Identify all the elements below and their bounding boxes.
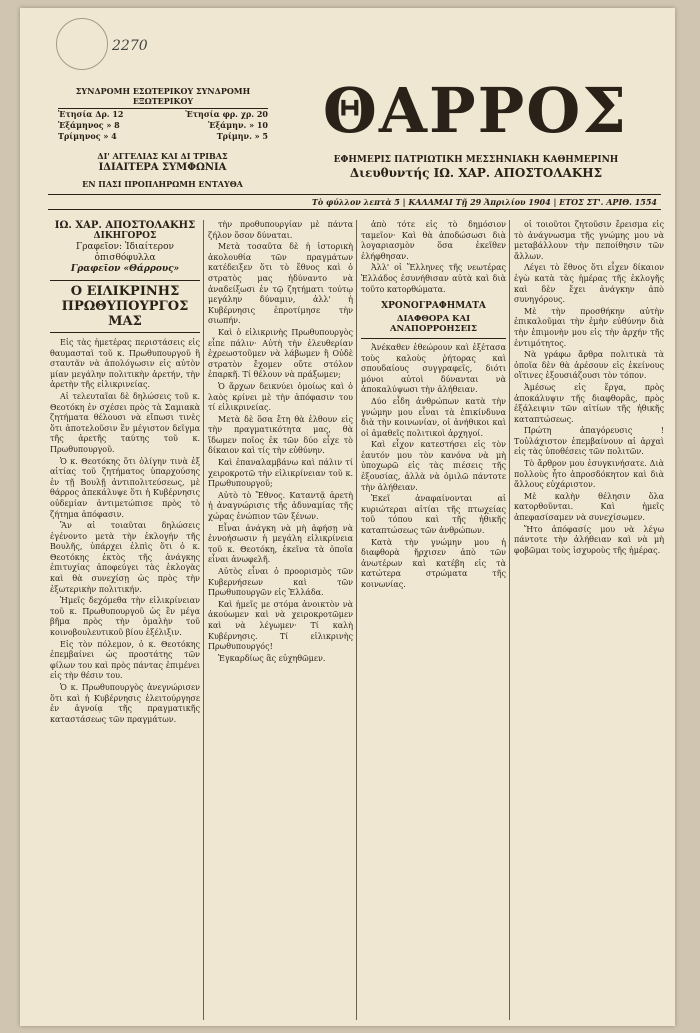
paragraph: Εἰς τὰς ἡμετέρας περιστάσεις εἰς θαυμασταὶ τοῦ κ. Πρωθυπουργοῦ ἢ σταυτᾶν νὰ ἀπολόγωσιν εἰς αὐτὸν μίαν μεγάλην πολιτικὴν ἀρετήν, τὴν ἀρετὴν τῆς εἰλικρινείας. xyxy=(50,338,200,390)
paragraph: Ὁ κ. Πρωθυπουργὸς ἀνεγνώρισεν ὅτι καὶ ἡ Κυβέρνησις ἐλειτούργησε ἐν ἀγνοίᾳ τῆς πραγματικῆς καταστάσεως τῶν πραγμάτων. xyxy=(50,683,200,724)
paragraph: Καὶ εἶχον κατεστήσει εἰς τὸν ἑαυτόν μου τὸν κανόνα νὰ μὴ ὑποχωρῶ εἰς τὰς πιέσεις τῆς ἐξουσίας, ἀλλὰ νὰ ὁμιλῶ πάντοτε τὴν ἀλήθειαν. xyxy=(361,440,506,492)
newspaper-page xyxy=(20,8,675,1026)
paragraph: Εἶναι ἀνάγκη νὰ μὴ ἀφήσῃ νὰ ἐννοήσωσιν ἡ μεγάλη εἰλικρίνεια τοῦ κ. Θεοτόκη, ἐκεῖνα τὰ ὁποῖα εἶναι ἀνωφελῆ. xyxy=(208,523,353,565)
article-title: Ο ΕΙΛΙΚΡΙΝΗΣ ΠΡΩΘΥΠΟΥΡΓΟΣ ΜΑΣ xyxy=(50,280,200,333)
paragraph: Μὲ καλὴν θέλησιν ὅλα κατορθοῦνται. Καὶ ἡμεῖς ἀπεφασίσαμεν νὰ συνεχίσωμεν. xyxy=(514,491,664,523)
chronicle-subtitle: ΔΙΑΦΘΟΡΑ ΚΑΙ ΑΝΑΠΟΡΡΟΗΣΕΙΣ xyxy=(361,314,506,339)
subscription-domestic: Ἑξάμηνος » 8 xyxy=(58,120,120,130)
subscription-domestic: Ἐτησία Δρ. 12 xyxy=(58,109,124,119)
paragraph: οἱ τοιοῦτοι ζητοῦσιν ἔρεισμα εἰς τὸ ἀνάγνωσμα τῆς γνώμης μου νὰ μεταβάλλουν τὴν πεποίθησιν τῶν ἄλλων. xyxy=(514,220,664,261)
paragraph: Καὶ ἐπαναλαμβάνω καὶ πάλιν τί χειροκροτῶ τὴν εἰλικρίνειαν τοῦ κ. Πρωθυπουργοῦ; xyxy=(208,458,353,489)
masthead-subtitle: ΕΦΗΜΕΡΙΣ ΠΑΤΡΙΩΤΙΚΗ ΜΕΣΣΗΝΙΑΚΗ ΚΑΘΗΜΕΡΙΝΗ xyxy=(333,155,619,165)
paragraph: Ἀμέσως εἰς ἔργα, πρὸς ἀποκάλυψιν τῆς διαφθορᾶς, πρὸς ἐξάλειψιν τῶν αἰτίων τῆς ἠθικῆς καταπτώσεως. xyxy=(514,382,664,424)
paragraph: Εἰς τὸν πόλεμον, ὁ κ. Θεοτόκης ἐπεμβαίνει ὡς προστάτης τῶν φίλων του καὶ πρὸς πάντας ἐπιμένει εἰς τὴν θέσιν του. xyxy=(50,639,200,681)
handwritten-note: 2270 xyxy=(112,38,148,54)
paragraph: Αἱ τελευταῖαι δὲ δηλώσεις τοῦ κ. Θεοτόκη ἐν σχέσει πρὸς τὰ Σαμιακὰ ζητήματα θέλουσι νὰ εἴπωσι τινὲς ὅτι ἀποτελοῦσιν ἓν μέγιστον δεῖγμα τῆς ἀρετῆς ταύτης τοῦ κ. Πρωθυπουργοῦ. xyxy=(50,391,200,454)
ads-notice xyxy=(50,150,275,190)
column-1 xyxy=(50,220,200,726)
subscription-foreign: Ἐτησία φρ. χρ. 20 xyxy=(185,109,268,119)
lawyer-name: ΙΩ. ΧΑΡ. ΑΠΟΣΤΟΛΑΚΗΣ xyxy=(54,220,196,231)
paragraph: Ἤτο ἀπόφασίς μου νὰ λέγω πάντοτε τὴν ἀλήθειαν καὶ νὰ μὴ φοβῶμαι τοὺς ἰσχυροὺς τῆς ἡμέρας. xyxy=(514,524,664,555)
paragraph: Αὐτὸς εἶναι ὁ προορισμὸς τῶν Κυβερνήσεων καὶ τῶν Πρωθυπουργῶν εἰς Ἑλλάδα. xyxy=(208,567,353,598)
subscription-domestic: Τρίμηνος » 4 xyxy=(58,131,117,141)
paragraph: ἀπὸ τότε εἰς τὸ δημόσιον ταμεῖον· Καὶ θὰ ἀποδώσωσι διὰ λογαριασμὸν ὅσα ἐκεῖθεν ἐλήφθησαν. xyxy=(361,220,506,261)
subscription-foreign: Ἑξάμην. » 10 xyxy=(208,120,268,130)
chronicle-title: ΧΡΟΝΟΓΡΑΦΗΜΑΤΑ xyxy=(381,301,486,312)
paragraph: Ἂν αἱ τοιαῦται δηλώσεις ἐγένοντο μετὰ τὴν ἐκλογήν τῆς Βουλῆς, ὑπάρχει ἐλπὶς ὅτι ὁ κ. Θεοτόκης ἐκτὸς τῆς ἀνάγκης ἐπιτυχίας ἀποφεύγει τὰς ἐκλογὰς καὶ θὰ συνεχίσῃ ὡς πρὸς τὴν ἐξωτερικὴν πολιτικήν. xyxy=(50,521,200,594)
lawyer-notice xyxy=(50,220,200,275)
lawyer-role: ΔΙΚΗΓΟΡΟΣ xyxy=(93,231,157,241)
paragraph: Κατὰ τὴν γνώμην μου ἡ διαφθορὰ ἤρχισεν ἀπὸ τῶν ἀνωτέρων καὶ κατέβη εἰς τὰ κατώτερα στρώματα τῆς κοινωνίας. xyxy=(361,537,506,589)
subscription-row xyxy=(58,120,268,131)
paragraph: Μὲ τὴν προσθήκην αὐτὴν ἐπικαλοῦμαι τὴν ἐμὴν εὐθύνην διὰ τὴν ἐπιμονὴν μου εἰς τὴν ἀρχήν τῆς ἐντιμότητος. xyxy=(514,306,664,348)
column-2 xyxy=(208,220,353,665)
ads-line: ΔΙ' ΑΓΓΕΛΙΑΣ ΚΑΙ ΔΙ ΤΡΙΒΑΣ xyxy=(97,151,228,161)
paragraph: Νὰ γράφω ἄρθρα πολιτικὰ τὰ ὁποῖα δὲν θὰ ἀρέσουν εἰς ἐκείνους οἵτινες ἐξουσιάζουσι τὸν τόπον. xyxy=(514,350,664,381)
paragraph: Δύο εἶδη ἀνθρώπων κατὰ τὴν γνώμην μου εἶναι τὰ ἐπικίνδυνα διὰ τὴν κοινωνίαν, οἱ ἀνήθικοι καὶ οἱ ἀμαθεῖς πολιτικοὶ ἀρχηγοί. xyxy=(361,396,506,438)
paragraph: Πρώτη ἀπαγόρευσις ! Τοὐλάχιστον ἐπεμβαίνουν αἱ ἀρχαὶ εἰς τὰς ὑποθέσεις τῶν πολιτῶν. xyxy=(514,426,664,457)
lawyer-office: Γραφεῖον: Ἰδιαίτερον ὁπισθόφυλλα xyxy=(76,242,174,263)
masthead-subtitle-block xyxy=(290,154,662,180)
subscription-header: ΣΥΝΔΡΟΜΗ ΕΣΩΤΕΡΙΚΟΥ ΣΥΝΔΡΟΜΗ ΕΞΩΤΕΡΙΚΟΥ xyxy=(58,86,268,109)
column-3 xyxy=(361,220,506,592)
column-divider xyxy=(203,220,204,1020)
library-stamp-icon xyxy=(56,18,108,70)
paragraph: Καὶ ἡμεῖς με στόμα ἀνοικτὸν νὰ ἀκούωμεν καὶ νὰ χειροκροτῶμεν καὶ νὰ λέγωμεν· Τί καλὴ Κυβέρνησις. Τί εἰλικρινὴς Πρωθυπουργός! xyxy=(208,599,353,652)
paragraph: Ἀλλ' οἱ Ἕλληνες τῆς νεωτέρας Ἑλλάδος ἐσυνήθισαν αὐτὰ καὶ διὰ τοῦτο κατορθώματα. xyxy=(361,263,506,294)
paragraph: Τὸ ἄρθρον μου ἐσυγκινήσατε. Διὰ πολλοὺς ἦτο ἀπροσδόκητον καὶ διὰ ἄλλους εὐχάριστον. xyxy=(514,459,664,490)
dateline: Τὸ φύλλον λεπτὰ 5 | ΚΑΛΑΜΑΙ Τῇ 29 Ἀπριλίου 1904 | ΕΤΟΣ ΣΤ'. ΑΡΙΘ. 1554 xyxy=(48,194,661,210)
paragraph: Καὶ ὁ εἰλικρινὴς Πρωθυπουργὸς εἶπε πάλιν· Αὐτὴ τὴν ἐλευθερίαν ἐχρεωστοῦμεν νὰ λάβωμεν ἢ Οὐδὲ στρατὸν ἔχομεν οὔτε στόλον ἐπαρκῆ. Τί θέλουν νὰ πράξωμεν; xyxy=(208,327,353,380)
ads-line: ΕΝ ΠΑΣΙ ΠΡΟΠΛΗΡΩΜΗ ΕΝΤΑΥΘΑ xyxy=(82,179,243,189)
column-divider xyxy=(509,220,510,1020)
lawyer-office-2: Γραφεῖον «Θάρρους» xyxy=(70,264,180,274)
paragraph: Ὁ κ. Θεοτόκης ὅτι ὁλίγην τινὰ ἐξ αἰτίας τοῦ ζητήματος ὑπαρχούσης ἐν τῇ Βουλῇ ἀντιπολιτεύσεως, μὲ θάρρος ἀπεκάλυψε ὅτι ἡ Κυβέρνησις οὐδεμίαν ἀντιμετώπισε πρὸς τὸ ζήτημα ἀπόφασιν. xyxy=(50,456,200,519)
masthead-title: ΘΑΡΡΟΣ xyxy=(322,74,629,147)
paragraph: Ἡμεῖς δεχόμεθα τὴν εἰλικρίνειαν τοῦ κ. Πρωθυπουργοῦ ὡς ἓν μέγα βῆμα πρὸς τὴν ὁμαλὴν τοῦ κοινοβουλευτικοῦ βίου ἐξέλιξιν. xyxy=(50,596,200,638)
column-4 xyxy=(514,220,664,557)
subscription-row xyxy=(58,131,268,142)
paragraph: Λέγει τὸ ἔθνος ὅτι εἶχεν δίκαιον ἐγὼ κατὰ τὰς ἡμέρας τῆς ἐκλογῆς καὶ δὲν ἔχει ἀνάγκην ἀπὸ συνηγόρους. xyxy=(514,263,664,305)
paragraph: Ἐγκαρδίως ἂς εὐχηθῶμεν. xyxy=(218,653,326,663)
paragraph: Αὐτὸ τὸ Ἔθνος. Καταντᾷ ἀρετὴ ἡ ἀναγνώρισις τῆς ἀδυναμίας τῆς χώρας ἐνώπιον τῶν ξένων. xyxy=(208,490,353,522)
paragraph: τὴν προθυπουργίαν μὲ πάντα ζήλον ὅσον δύναται. xyxy=(208,220,353,240)
paragraph: Ἐκεῖ ἀναφαίνονται αἱ κυριώτεραι αἰτίαι τῆς πτωχείας τοῦ τόπου καὶ τῆς ἠθικῆς καταπτώσεως τῶν ἀνθρώπων. xyxy=(361,494,506,536)
ads-line: ΙΔΙΑΙΤΕΡΑ ΣΥΜΦΩΝΙΑ xyxy=(98,162,227,173)
subscription-box xyxy=(58,86,268,142)
paragraph: Μετὰ δὲ ὅσα ἔτη θὰ ἐλθουν εἰς τὴν πραγματικότητα μας, θὰ ἴδωμεν ποῖος ἐκ τῶν δύο εἶχε τὸ δίκαιον καὶ τίς τὴν εὐθύνην. xyxy=(208,414,353,456)
masthead-director: Διευθυντής ΙΩ. ΧΑΡ. ΑΠΟΣΤΟΛΑΚΗΣ xyxy=(349,166,603,180)
subscription-foreign: Τρίμην. » 5 xyxy=(216,131,268,141)
column-divider xyxy=(356,220,357,1020)
subscription-row xyxy=(58,109,268,120)
paragraph: Μετὰ τοσαῦτα δὲ ἡ ἱστορικὴ ἀκολουθία τῶν πραγμάτων κατέδειξεν ὅτι τὸ ἔθνος καὶ ὁ στρατὸς μας ἠδύναντο νὰ ἀναδείξωσι ἐν τῷ ζητήματι τούτῳ μεγάλην δύναμιν, ἀλλ' ἡ Κυβέρνησις ἐπροτίμησε τὴν σιωπήν. xyxy=(208,242,353,326)
paragraph: Ὁ ἄρχων δεικνύει ὁμοίως καὶ ὁ λαὸς κρίνει μὲ τὴν ἀπόφασιν του τί εἰλικρινείας. xyxy=(208,381,353,413)
paragraph: Ἀνέκαθεν ἐθεώρουν καὶ ἐξέτασα τοὺς καλοὺς ῥήτορας καὶ σπουδαίους συγγραφεῖς, διότι μόνοι αὐτοὶ δύνανται νὰ ἀποκαλύψωσι τὴν ἀλήθειαν. xyxy=(361,342,506,395)
